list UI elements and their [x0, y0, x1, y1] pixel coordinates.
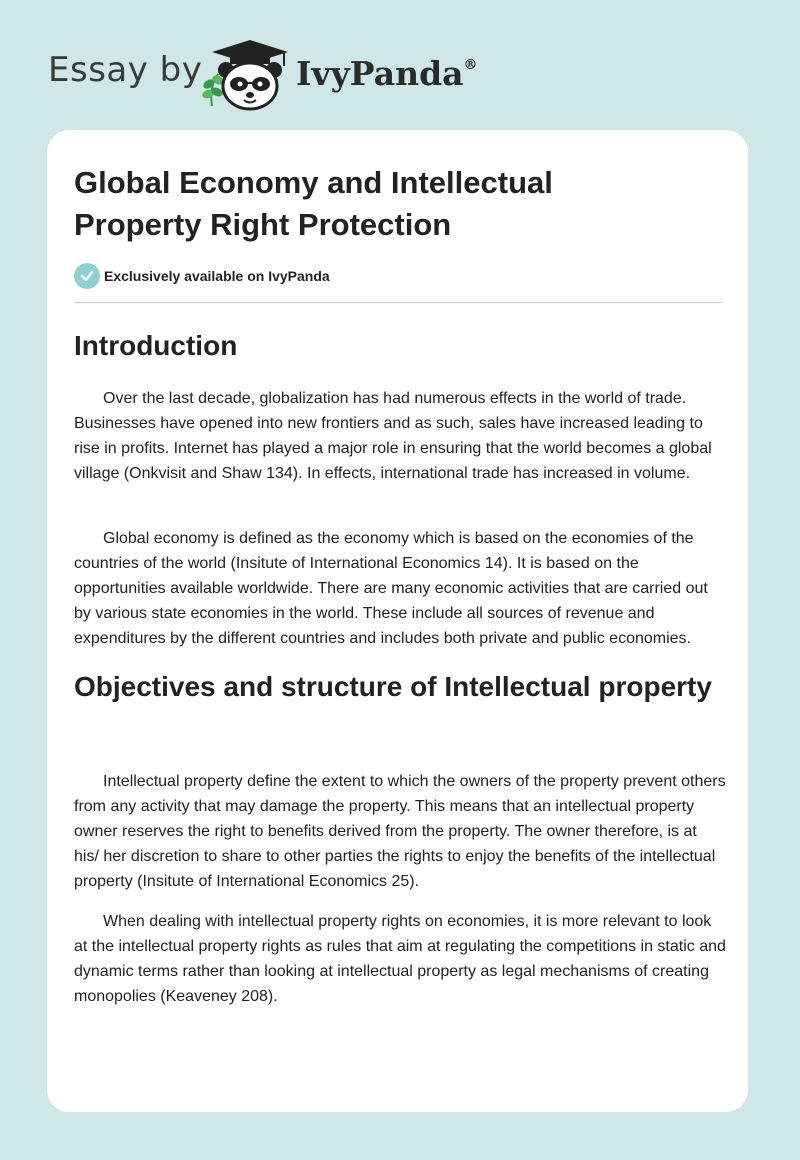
paragraph-objectives-1: Intellectual property define the extent to which the owners of the property prevent others from any activity that may damage the property. This means that an intellectual property owner reserves the right to benefits derived from the property. The owner therefore, is at his/ her discretion to share to other parties the rights to enjoy the benefits of the intellectual property (Insitute of International Economics 25).: [74, 773, 726, 890]
divider: [74, 302, 722, 303]
brand-logo-text[interactable]: [296, 54, 478, 93]
page-title: Global Economy and Intellectual Property Right Protection: [74, 165, 553, 242]
section-heading-objectives: Objectives and structure of Intellectual property: [74, 671, 712, 702]
essay-by-label: Essay by: [48, 50, 203, 90]
exclusive-label: Exclusively available on IvyPanda: [104, 268, 330, 284]
panda-logo-icon[interactable]: [200, 36, 295, 112]
exclusive-badge: [74, 263, 330, 289]
paragraph-intro-1: Over the last decade, globalization has had numerous effects in the world of trade. Businesses have opened into new frontiers and as such, sales have increased leading to rise in profits. Internet has played a major role in ensuring that the world becomes a global village (Onkvisit and Shaw 134). In effects, international trade has increased in volume.: [74, 390, 712, 482]
brand-name: IvyPanda: [296, 54, 464, 93]
essay-card: [47, 130, 748, 1112]
site-header: [0, 0, 800, 130]
checkmark-icon: [74, 263, 100, 289]
section-heading-introduction: Introduction: [74, 330, 238, 361]
paragraph-objectives-2: When dealing with intellectual property rights on economies, it is more relevant to look at the intellectual property rights as rules that aim at regulating the competitions in static and dynamic terms rather than looking at intellectual property as legal mechanisms of creating monopolies (Keaveney 208).: [74, 913, 726, 1005]
registered-mark: ®: [463, 57, 478, 73]
paragraph-intro-2: Global economy is defined as the economy which is based on the economies of the countries of the world (Insitute of International Economics 14). It is based on the opportunities available worldwide. There are many economic activities that are carried out by various state economies in the world. These include all sources of revenue and expenditures by the different countries and includes both private and public economies.: [74, 530, 708, 647]
